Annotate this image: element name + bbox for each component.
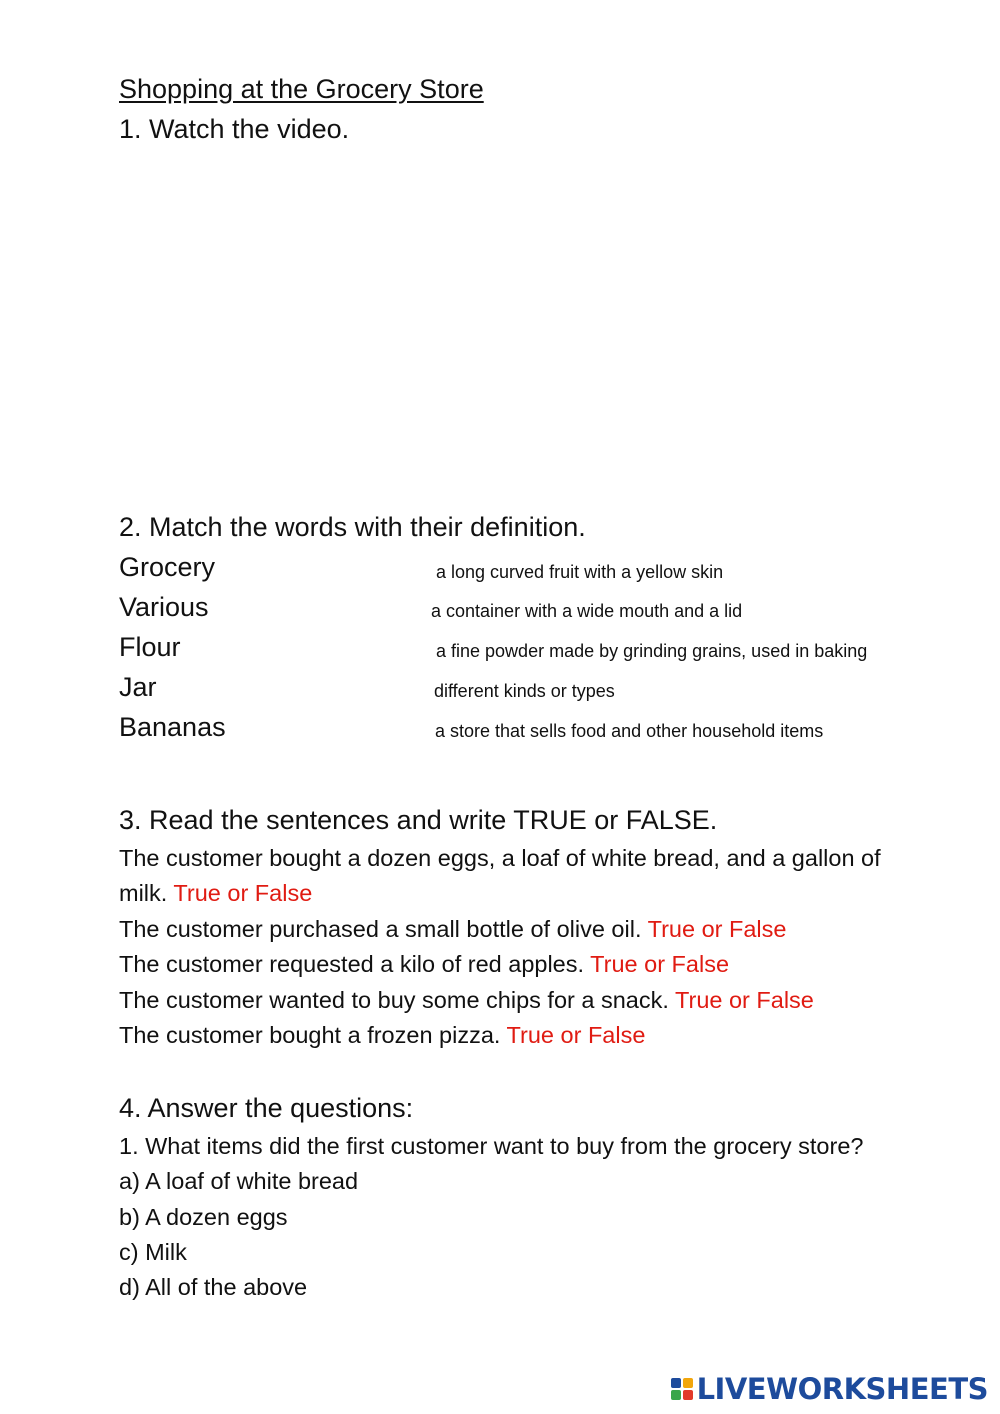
logo-text: LIVEWORKSHEETS bbox=[696, 1372, 988, 1406]
video-area[interactable] bbox=[119, 160, 879, 490]
tf-sentence-row bbox=[119, 916, 786, 943]
tf-sentence-text: The customer requested a kilo of red apples. bbox=[119, 951, 585, 977]
question-text: 1. What items did the first customer want to buy from the grocery store? bbox=[119, 1133, 864, 1159]
match-word: Various bbox=[119, 592, 209, 622]
tf-sentence-text: milk. bbox=[119, 880, 168, 906]
match-word: Bananas bbox=[119, 712, 226, 742]
match-definition: a fine powder made by grinding grains, used in baking bbox=[436, 641, 868, 661]
answer-option[interactable]: d) All of the above bbox=[119, 1274, 308, 1300]
section4-heading: 4. Answer the questions: bbox=[119, 1093, 414, 1123]
tf-sentence-row bbox=[119, 880, 312, 907]
match-definition: a container with a wide mouth and a lid bbox=[431, 601, 743, 621]
tf-sentence: The customer bought a dozen eggs, a loaf of white bread, and a gallon of bbox=[119, 845, 881, 871]
true-false-answer[interactable]: True or False bbox=[590, 951, 730, 977]
true-false-answer[interactable]: True or False bbox=[506, 1022, 646, 1048]
answer-option[interactable]: c) Milk bbox=[119, 1239, 187, 1265]
tf-sentence-row bbox=[119, 987, 814, 1014]
section3-heading: 3. Read the sentences and write TRUE or FALSE. bbox=[119, 805, 718, 835]
true-false-answer[interactable]: True or False bbox=[675, 987, 814, 1013]
true-false-answer[interactable]: True or False bbox=[647, 916, 787, 942]
section2-heading: 2. Match the words with their definition. bbox=[119, 512, 586, 542]
match-definition: different kinds or types bbox=[434, 681, 615, 701]
tf-sentence-text: The customer wanted to buy some chips for a snack. bbox=[119, 987, 669, 1013]
page-title: Shopping at the Grocery Store bbox=[119, 74, 484, 104]
answer-option[interactable]: b) A dozen eggs bbox=[119, 1204, 288, 1230]
liveworksheets-logo bbox=[671, 1372, 988, 1406]
tf-sentence-text: The customer bought a frozen pizza. bbox=[119, 1022, 501, 1048]
match-word: Grocery bbox=[119, 552, 216, 582]
tf-sentence-text: The customer purchased a small bottle of olive oil. bbox=[119, 916, 642, 942]
match-definition: a store that sells food and other household items bbox=[435, 721, 824, 741]
liveworksheets-logo-icon bbox=[671, 1378, 693, 1400]
match-word: Flour bbox=[119, 632, 181, 662]
tf-sentence-row bbox=[119, 951, 729, 978]
true-false-answer[interactable]: True or False bbox=[173, 880, 313, 906]
match-word: Jar bbox=[119, 672, 157, 702]
tf-sentence-row bbox=[119, 1022, 645, 1049]
section1-heading: 1. Watch the video. bbox=[119, 114, 350, 144]
match-definition: a long curved fruit with a yellow skin bbox=[436, 562, 724, 582]
answer-option[interactable]: a) A loaf of white bread bbox=[119, 1168, 359, 1194]
